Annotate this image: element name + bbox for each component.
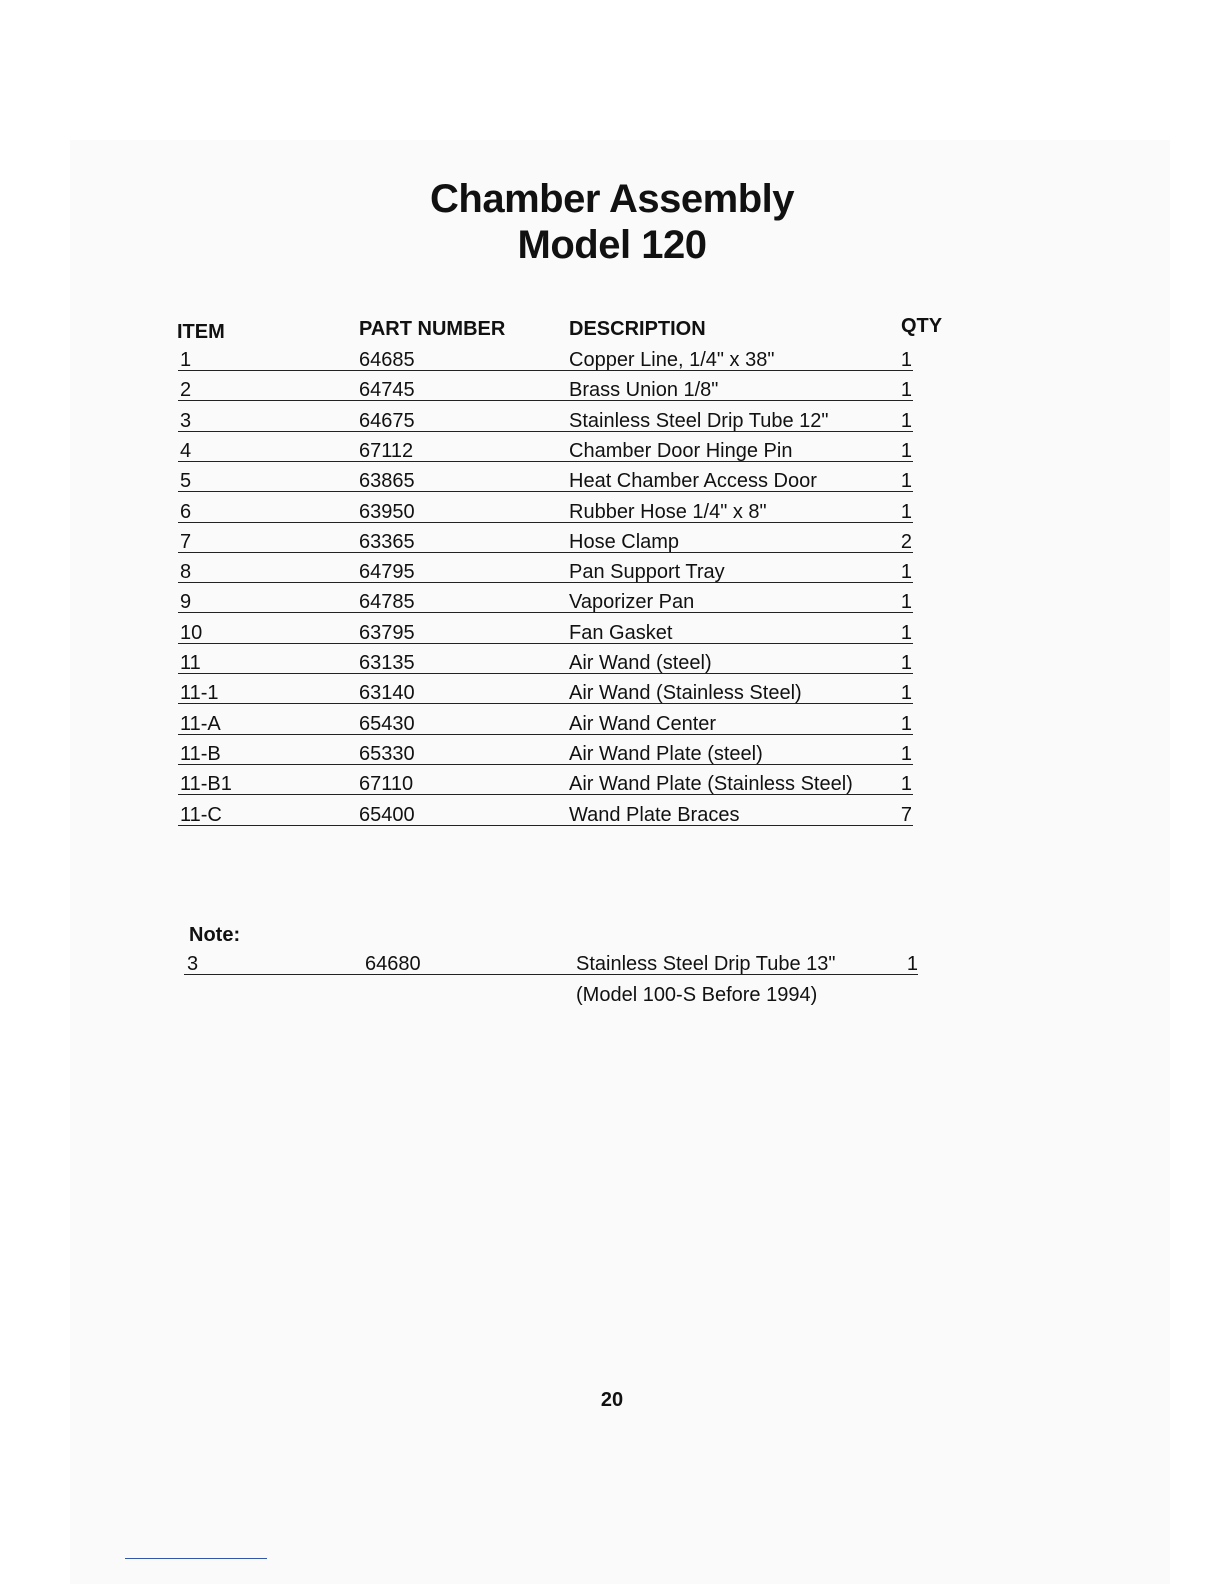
item-cell: 3 (180, 409, 192, 432)
description-cell: Copper Line, 1/4" x 38" (569, 349, 775, 371)
part-number-cell: 67110 (359, 773, 414, 796)
item-cell: 9 (180, 591, 192, 614)
note-part-number: 64680 (365, 953, 421, 975)
qty-cell: 1 (900, 621, 912, 644)
qty-cell: 1 (900, 652, 912, 674)
item-cell: 11-1 (180, 682, 219, 705)
note-row (0, 952, 1224, 982)
qty-cell: 1 (900, 409, 912, 432)
part-number-cell: 63950 (359, 500, 415, 523)
qty-cell: 1 (900, 773, 912, 796)
description-cell: Pan Support Tray (569, 561, 725, 584)
table-row (0, 500, 1224, 530)
part-number-cell: 64785 (359, 591, 415, 614)
document-subtitle: Model 120 (517, 223, 707, 267)
description-cell: Brass Union 1/8" (569, 379, 719, 402)
part-number-cell: 65330 (359, 742, 415, 765)
bottom-rule (125, 1558, 267, 1559)
table-row (0, 772, 1224, 802)
part-number-cell: 63865 (359, 470, 415, 493)
qty-cell: 1 (900, 682, 912, 705)
item-cell: 2 (180, 379, 192, 402)
document-title: Chamber Assembly (430, 177, 794, 221)
qty-cell: 1 (900, 742, 912, 765)
description-cell: Fan Gasket (569, 621, 673, 644)
table-row (0, 712, 1224, 742)
page-number: 20 (600, 1389, 624, 1411)
part-number-cell: 67112 (359, 439, 414, 462)
qty-cell: 1 (900, 379, 912, 402)
description-cell: Wand Plate Braces (569, 803, 740, 826)
table-row (0, 681, 1224, 711)
qty-cell: 1 (900, 500, 912, 523)
part-number-cell: 65400 (359, 803, 415, 826)
qty-cell: 1 (900, 591, 912, 614)
qty-cell: 1 (900, 712, 912, 735)
qty-cell: 2 (900, 530, 912, 553)
description-cell: Vaporizer Pan (569, 591, 695, 614)
column-header-item: ITEM (177, 321, 225, 343)
item-cell: 10 (180, 621, 203, 644)
item-cell: 11-A (180, 712, 221, 735)
note-label: Note: (189, 924, 241, 946)
description-cell: Hose Clamp (569, 530, 680, 553)
part-number-cell: 64675 (359, 409, 415, 432)
item-cell: 1 (180, 349, 192, 371)
qty-cell: 1 (900, 561, 912, 584)
table-row (0, 590, 1224, 620)
item-cell: 6 (180, 500, 192, 523)
item-cell: 11 (180, 652, 201, 674)
table-row (0, 530, 1224, 560)
description-cell: Air Wand Plate (Stainless Steel) (569, 773, 853, 796)
table-row (0, 378, 1224, 408)
item-cell: 11-B (180, 742, 221, 765)
item-cell: 4 (180, 439, 192, 462)
note-description: Stainless Steel Drip Tube 13" (576, 953, 836, 975)
description-cell: Stainless Steel Drip Tube 12" (569, 409, 829, 432)
column-header-description: DESCRIPTION (569, 318, 706, 340)
description-cell: Air Wand (Stainless Steel) (569, 682, 802, 705)
description-cell: Air Wand Center (569, 712, 717, 735)
part-number-cell: 64795 (359, 561, 415, 584)
table-row (0, 439, 1224, 469)
table-row (0, 742, 1224, 772)
column-header-qty: QTY (901, 315, 943, 337)
part-number-cell: 65430 (359, 712, 415, 735)
part-number-cell: 63365 (359, 530, 415, 553)
part-number-cell: 63795 (359, 621, 415, 644)
table-row (0, 560, 1224, 590)
qty-cell: 1 (900, 439, 912, 462)
table-row (0, 651, 1224, 681)
note-item: 3 (187, 953, 199, 975)
table-row (0, 803, 1224, 833)
description-cell: Air Wand (steel) (569, 652, 712, 674)
description-cell: Air Wand Plate (steel) (569, 742, 763, 765)
description-cell: Heat Chamber Access Door (569, 470, 817, 493)
column-header-part-number: PART NUMBER (359, 318, 506, 340)
note-subtext: (Model 100-S Before 1994) (576, 984, 818, 1006)
part-number-cell: 63135 (359, 652, 415, 674)
item-cell: 7 (180, 530, 192, 553)
item-cell: 5 (180, 470, 192, 493)
description-cell: Rubber Hose 1/4" x 8" (569, 500, 767, 523)
item-cell: 11-B1 (180, 773, 232, 796)
item-cell: 11-C (180, 803, 222, 826)
item-cell: 8 (180, 561, 192, 584)
table-row (0, 621, 1224, 651)
table-row (0, 469, 1224, 499)
description-cell: Chamber Door Hinge Pin (569, 439, 793, 462)
note-qty: 1 (906, 953, 918, 975)
table-row (0, 348, 1224, 378)
qty-cell: 7 (900, 803, 912, 826)
qty-cell: 1 (900, 349, 912, 371)
part-number-cell: 64745 (359, 379, 415, 402)
part-number-cell: 63140 (359, 682, 415, 705)
table-row (0, 409, 1224, 439)
part-number-cell: 64685 (359, 349, 415, 371)
qty-cell: 1 (900, 470, 912, 493)
